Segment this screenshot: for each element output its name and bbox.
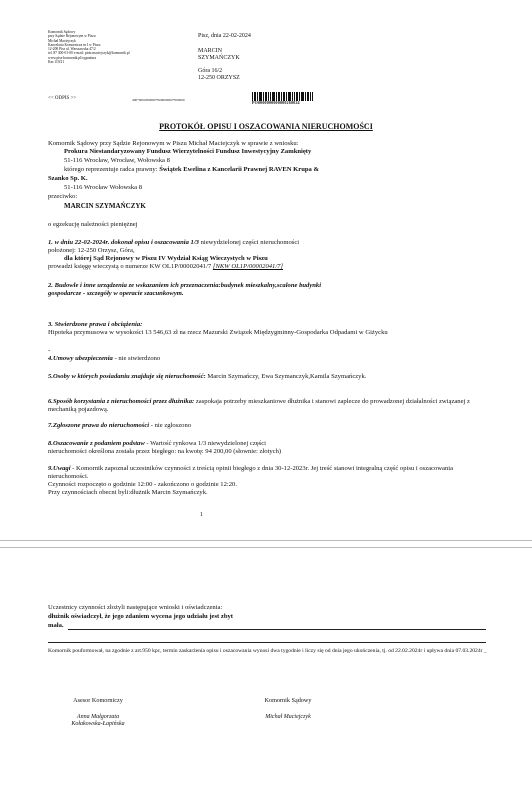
creditor-name: Prokura Niestandaryzowany Fundusz Wierzytelności Fundusz Inwestycyjny Zamknięty [64,148,312,155]
s5-body: Marcin Szymańczy, Ewa Szymanczyk,Kamila Szymańczyk. [205,373,367,380]
p2-line3: mała. [48,622,64,629]
sig-left-name1: Anna Małgorzata [76,714,120,720]
s8-head: 8.Oszacowanie z podaniem podstaw [48,440,145,447]
recipient-address [198,48,240,82]
s1-rest: niewydzielonej części nieruchomości [198,239,300,246]
rep-prefix: którego reprezentuje radca prawny: [64,166,158,173]
s1-line3: dla której Sąd Rejonowy w Piszu IV Wydział Ksiąg Wieczystych w Piszu [64,255,268,262]
recipient-line: Góra 16/2 [198,68,223,74]
office-line: Km 119/21 [48,60,65,65]
office-stamp [48,30,178,64]
doc-code: PO0000000000000260024 [252,100,300,105]
debtor-name: MARCIN SZYMAŃCZYK [64,202,146,210]
sig-left-name2: Kołakowska-Łapińska [71,721,125,727]
rep-name: Świątek Ewelina z Kancelarii Prawnej RAVEN Krupa & [159,166,319,173]
sig-right-name: Michał Maciejczyk [265,714,311,720]
section-6 [48,398,478,414]
rep-name-cont: Szanko Sp. K. [48,175,88,182]
sig-left-title: Asesor Komorniczy [73,697,123,704]
office-line: Michał Maciejczyk [48,38,76,43]
s9-body: - Komornik zapoznał uczestników czynności z treścią opinii biegłego z dnia 30-12-2023r. Jej treść stanowi integralną część opisu i oszacowania nieruchomości. [48,465,454,480]
p2-line1: Uczestnicy czynności złożyli następujące wnioski i oświadczenia: [48,604,223,611]
barcode-number: 400*0002000000*000000000*000000 [132,98,185,102]
office-line: Kancelaria Komornicza nr I w Piszu [48,42,101,47]
section-3-head: 3. Stwierdzone prawa i obciążenia: [48,321,143,328]
section-7 [48,422,191,430]
creditor-address: 51-116 Wrocław, Wrocław, Wołowska 8 [64,157,170,164]
page-number: 1 [200,512,203,518]
against-label: przeciwko: [48,193,78,200]
office-line: Komornik Sądowy [48,30,76,34]
s9-head: 9.Uwagi [48,465,71,472]
s6-body: zaspokaja potrzeby mieszkaniowe dłużnika i stanowi zaplecze do prowadzonej działalności związanej z mechaniką pojazdową. [48,398,470,413]
p2-notice: Komornik pouformował, na zgodnie z art.950 kpc, termin zaskarżenia opisu i oszacowania wynosi dwa tygodnie i liczy się od dnia jego ukończenia, tj. od 22.02.2024r i upływa dnia 07.03.2024r _ [48,648,487,654]
s9-line2: Czynności rozpoczęto o godzinie 12:00 - zakończono o godzinie 12:20. [48,481,237,488]
p2-line2: dłużnik oświadczył, że jego zdaniem wycena jego udziału jest zbyt [48,613,233,620]
office-line: www.pisz-komornik.pl/sygnatura [48,55,97,60]
section-3-tail: - [48,347,51,354]
s7-head: 7.Zgłoszone prawa do nieruchomości [48,422,150,429]
s6-head: 6.Sposób korzystania z nieruchomości przez dłużnika: [48,398,195,405]
section-2: 2. Budowle i inne urządzenia ze wskazaniem ich przeznaczenia:budynek mieszkalny,scalone budynki gospodarcze - szczegóły w operacie szacunkowym. [48,282,322,297]
intro-line: Komornik Sądowy przy Sądzie Rejonowym w Piszu Michał Maciejczyk w sprawie z wniosku: [48,140,299,147]
purpose: o egzekucję należności pieniężnej [48,221,138,228]
section-9 [48,465,488,497]
recipient-line: SZYMAŃCZYK [198,55,240,61]
recipient-line: 12-250 ORZYSZ [198,75,240,81]
sig-right-title: Komornik Sądowy [264,697,312,704]
s5-head: 5.Osoby w których posiadaniu znajduje się nieruchomość: [48,373,206,380]
office-line: 12-200 Pisz ul. Warszawska 47/2 [48,47,96,52]
s1-lead: 1. w dniu 22-02-2024r. dokonał opisu i oszacowania 1/3 [48,239,199,246]
document-title: PROTOKÓŁ OPISU I OSZACOWANIA NIERUCHOMOŚCI [159,122,373,131]
s1-line2: położonej: 12-250 Orzysz, Góra, [48,247,135,254]
office-line: tel. 87 300-01-00 e-mail: piotr.maciejczyk@komornik.pl [48,51,130,56]
office-line: przy Sądzie Rejonowym w Piszu [48,34,96,39]
rep-address: 51-116 Wrocław Wołowska 8 [64,184,143,191]
s4-head: 4.Umowy ubezpieczenia [48,355,113,362]
recipient-line: MARCIN [198,48,223,54]
fill-line [68,629,486,630]
page-separator [0,540,532,548]
section-3-body: Hipoteka przymusowa w wysokości 13 546,63 zł na rzecz Mazurski Związek Międzygminny-Gospodarka Odpadami w Giżycku [48,329,388,336]
top-barcode [252,92,322,105]
place-date: Pisz, dnia 22-02-2024 [198,33,251,39]
section-5 [48,373,468,381]
s8-line2: nieruchomości określona została przez biegłego: na kwotę: 94 200,00 (słownie: złotych) [48,448,282,455]
section-8 [48,440,488,456]
section-1 [48,239,488,271]
s8-body: - Wartość rynkowa 1/3 niewydzielonej części [144,440,267,447]
section-4 [48,355,160,363]
representative [64,166,319,174]
s9-line3: Przy czynnościach obecni byli:dłużnik Marcin Szymańczyk. [48,489,208,496]
s4-body: - nie stwierdzono [112,355,161,362]
s1-line4: prowadzi księgę wieczystą o numerze KW OL1P/00002041/7 [48,263,212,270]
s7-body: - nie zgłoszono [149,422,192,429]
ref-label: << ODPIS >> [48,96,77,101]
kw-link[interactable]: [NKW OL1P/00002041/7] [212,263,284,270]
separator-line [48,642,486,643]
